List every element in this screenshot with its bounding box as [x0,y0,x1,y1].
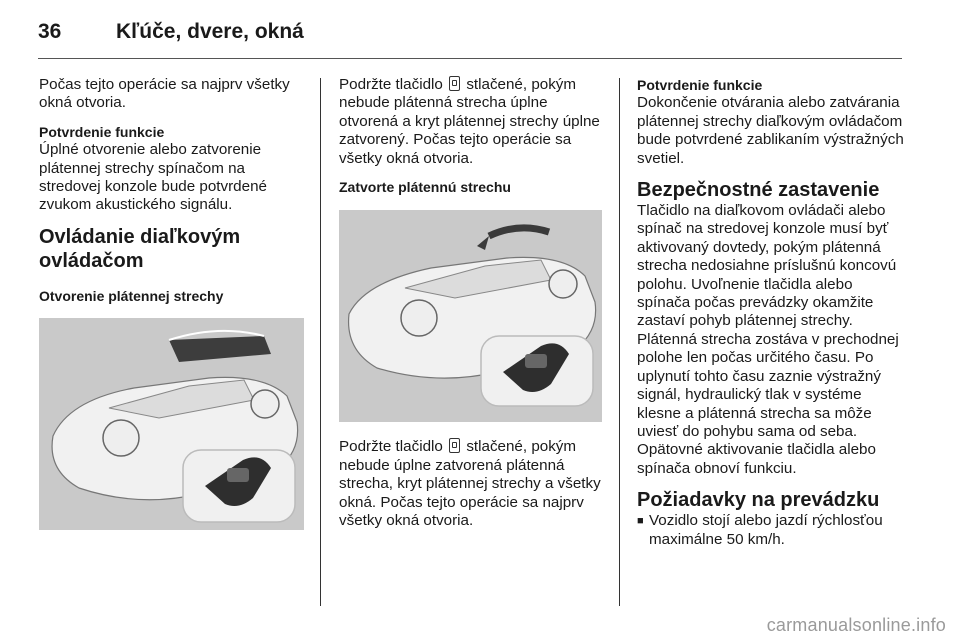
close-roof-title: Zatvorte plátennú strechu [339,179,511,196]
column-1 [39,76,309,542]
roof-open-button-icon [449,76,460,91]
intro-text: Počas tejto operácie sa najprv všetky okná otvoria. [39,76,290,112]
bullet-square-icon: ■ [637,515,644,528]
column-divider-2 [619,78,620,606]
car-open-illustration [39,318,304,530]
figure-open-roof [39,318,304,530]
column-3 [637,76,909,549]
section-title-remote: Ovládanie diaľkovým ovládačom [39,225,241,272]
open-roof-title: Otvorenie plátennej strechy [39,287,224,304]
operation-requirements-title: Požiadavky na prevádzku [637,489,880,512]
header-rule [38,58,902,59]
remote-confirm-title: Potvrdenie funkcie [637,77,763,93]
safety-stop-text: Tlačidlo na diaľkovom ovládači alebo spínač na stredovej konzole musí byť aktivovaný dovtedy, pokým plátenná strecha nedosiahne príslušnú koncovú polohu. Uvoľnenie tlačidla alebo spínača počas prevádzky okamžite zastaví pohyb plátennej strechy. Plátenná strecha zostáva v prechodnej polohe len počas určitého času. Po uplynutí tohto času zaznie výstražný signál, hydraulický tlak v systéme klesne a plátenná strecha sa môže uviesť do pohybu sama od seba. Opätovné aktivovanie tlačidla alebo spínača obnoví funkciu. [637,202,899,477]
remote-confirm-text: Dokončenie otvárania alebo zatvárania plátennej strechy diaľkovým ovládačom bude potvrdené zablikaním výstražných svetiel. [637,94,904,167]
column-2 [339,76,607,540]
car-close-illustration [339,210,602,422]
page-number: 36 [38,20,62,43]
chapter-title: Kľúče, dvere, okná [116,20,304,43]
figure-close-roof [339,210,602,422]
roof-close-button-icon [449,438,460,453]
watermark: carmanualsonline.info [766,615,946,635]
requirement-text: Vozidlo stojí alebo jazdí rýchlosťou maximálne 50 km/h. [649,512,883,548]
page-header [38,14,304,50]
list-item [637,512,909,549]
confirm-title: Potvrdenie funkcie [39,123,165,140]
hold-open-text: Podržte tlačidlo stlačené, pokým nebude plátenná strecha úplne otvorená a kryt plátennej strechy úplne zatvorený. Počas tejto operácie sa všetky okná otvoria. [339,76,600,167]
hold-close-text: Podržte tlačidlo stlačené, pokým nebude úplne zatvorená plátenná strecha, kryt plátennej strechy a všetky okná. Počas tejto operácie sa najprv všetky okná otvoria. [339,438,601,530]
column-divider-1 [320,78,321,606]
confirm-text: Úplné otvorenie alebo zatvorenie plátennej strechy spínačom na stredovej konzole bude potvrdené zvukom akustického signálu. [39,141,267,214]
safety-stop-title: Bezpečnostné zastavenie [637,179,880,202]
